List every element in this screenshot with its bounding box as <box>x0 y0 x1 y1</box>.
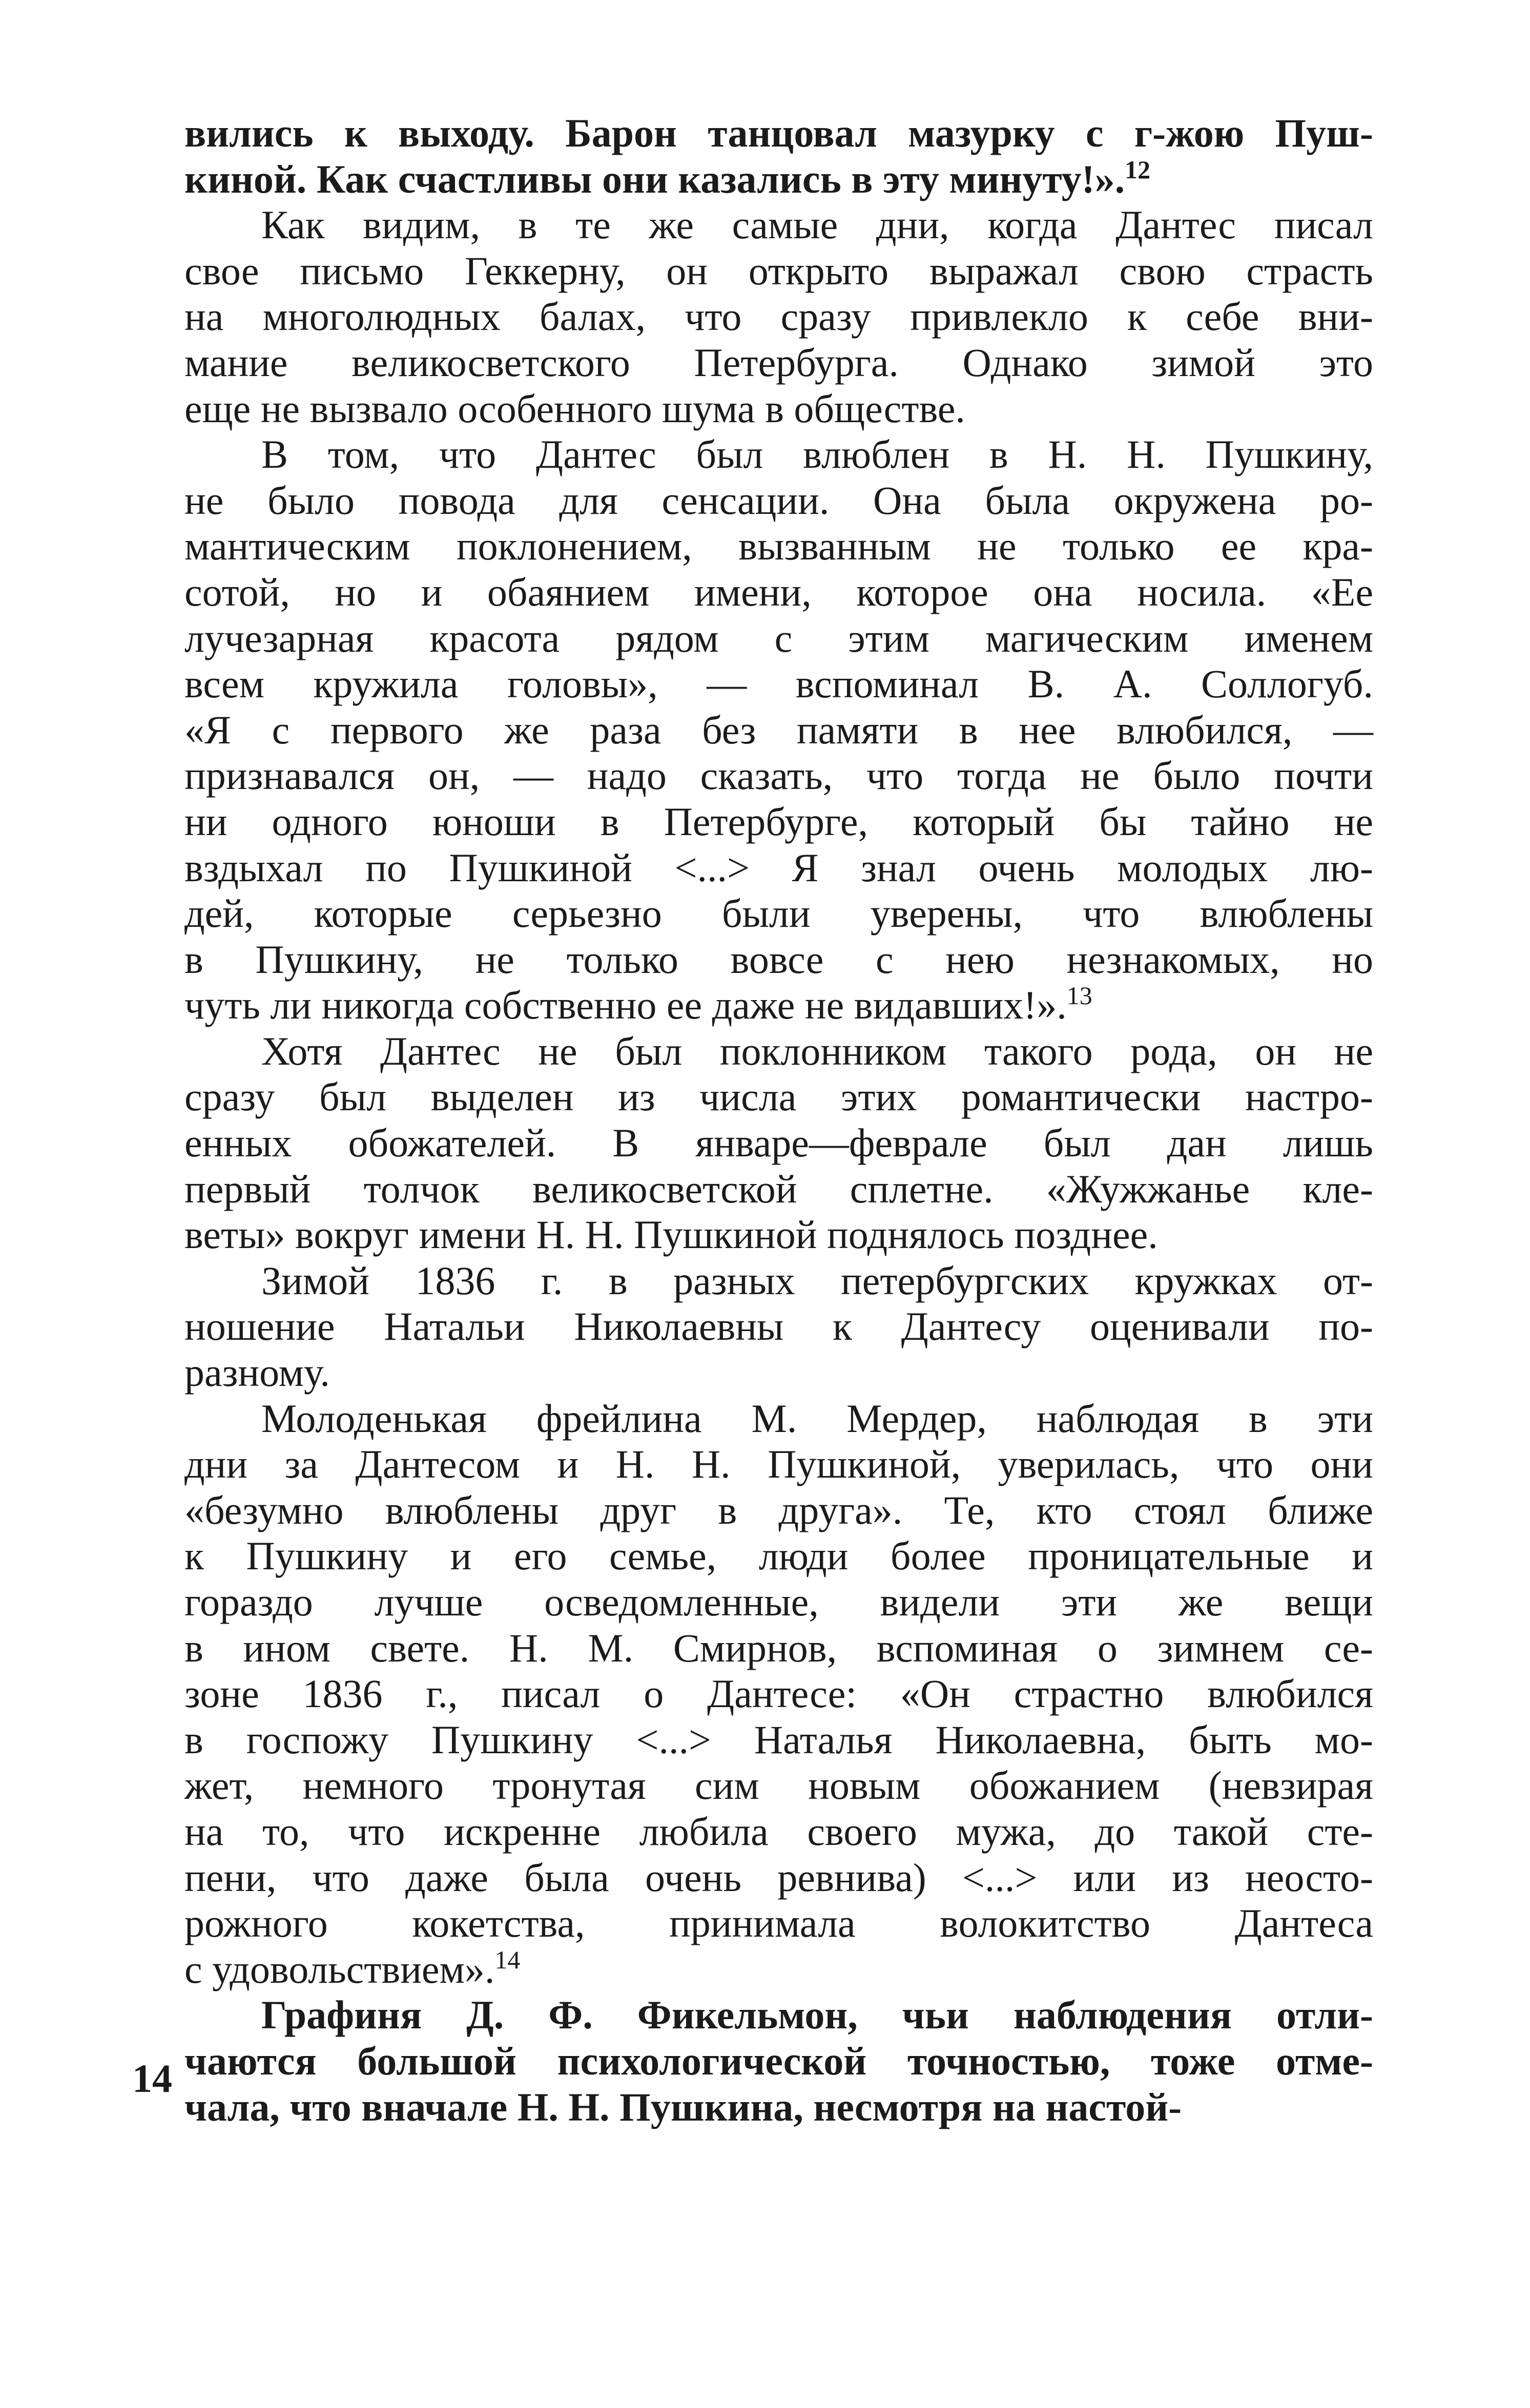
text-line: свое письмо Геккерну, он открыто выражал свою страсть <box>184 248 1373 293</box>
text-line: не было повода для сенсации. Она была окружена ро- <box>184 478 1373 523</box>
text-line: разному. <box>184 1350 330 1395</box>
text-line: с удовольствием».$^{14}$ <box>184 1945 521 1991</box>
text-line: еще не вызвало особенного шума в обществе. <box>184 386 965 431</box>
text-line: в ином свете. Н. М. Смирнов, вспоминая о зимнем се- <box>184 1625 1373 1670</box>
text-line: дни за Дантесом и Н. Н. Пушкиной, уверилась, что они <box>184 1442 1373 1487</box>
text-line: лучезарная красота рядом с этим магическим именем <box>184 615 1373 660</box>
paragraph <box>184 1992 1373 2130</box>
text-line: сразу был выделен из числа этих романтически настро- <box>184 1074 1373 1119</box>
text-line: гораздо лучше осведомленные, видели эти же вещи <box>184 1580 1373 1624</box>
text-line: Зимой 1836 г. в разных петербургских кружках от- <box>261 1258 1373 1303</box>
text-line: Молоденькая фрейлина М. Мердер, наблюдая в эти <box>261 1396 1373 1441</box>
text-line: ни одного юноши в Петербурге, который бы тайно не <box>184 799 1373 844</box>
paragraph <box>184 1028 1373 1258</box>
text-line: зоне 1836 г., писал о Дантесе: «Он страстно влюбился <box>184 1671 1373 1716</box>
text-line: киной. Как счастливы они казались в эту минуту!».$^{12}$ <box>184 155 1151 201</box>
paragraph <box>184 431 1373 1028</box>
footnote-marker: 12 <box>1125 155 1151 184</box>
text-line: к Пушкину и его семье, люди более проницательные и <box>184 1533 1373 1579</box>
text-line: на многолюдных балах, что сразу привлекло к себе вни- <box>184 294 1373 339</box>
text-line: признавался он, — надо сказать, что тогда не было почти <box>184 753 1373 798</box>
paragraph <box>184 110 1373 202</box>
text-line: мание великосветского Петербурга. Однако зимой это <box>184 340 1373 385</box>
text-line: «безумно влюблены друг в друга». Те, кто стоял ближе <box>184 1487 1373 1532</box>
text-line: Как видим, в те же самые дни, когда Дантес писал <box>261 202 1373 247</box>
text-line: жет, немного тронутая сим новым обожанием (невзирая <box>184 1763 1373 1808</box>
text-line: вздыхал по Пушкиной <...> Я знал очень молодых лю- <box>184 845 1373 890</box>
text-line: мантическим поклонением, вызванным не только ее кра- <box>184 524 1373 569</box>
text-line: чуть ли никогда собственно ее даже не видавших!».$^{13}$ <box>184 981 1092 1028</box>
text-line: енных обожателей. В январе—феврале был дан лишь <box>184 1120 1373 1166</box>
text-line: в Пушкину, не только вовсе с нею незнакомых, но <box>184 937 1373 982</box>
text-line: чаются большой психологической точностью, тоже отме- <box>184 2038 1373 2083</box>
text-line: сотой, но и обаянием имени, которое она носила. «Ее <box>184 569 1373 614</box>
text-line: пени, что даже была очень ревнива) <...> или из неосто- <box>184 1855 1373 1900</box>
text-line: Графиня Д. Ф. Фикельмон, чьи наблюдения отли- <box>261 1992 1373 2038</box>
body-text <box>184 110 1373 2130</box>
text-line: дей, которые серьезно были уверены, что влюблены <box>184 891 1373 936</box>
text-line: в госпожу Пушкину <...> Наталья Николаевна, быть мо- <box>184 1717 1373 1762</box>
text-line: всем кружила головы», — вспоминал В. А. Соллогуб. <box>184 661 1373 707</box>
text-line: на то, что искренне любила своего мужа, до такой сте- <box>184 1809 1373 1854</box>
text-line: чала, что вначале Н. Н. Пушкина, несмотря на настой- <box>184 2084 1182 2129</box>
text-line: Хотя Дантес не был поклонником такого рода, он не <box>261 1028 1373 1073</box>
text-line: веты» вокруг имени Н. Н. Пушкиной поднялось позднее. <box>184 1212 1158 1257</box>
paragraph <box>184 1258 1373 1396</box>
text-line: «Я с первого же раза без памяти в нее влюбился, — <box>184 707 1373 752</box>
text-line: рожного кокетства, принимала волокитство Дантеса <box>184 1901 1373 1946</box>
paragraph <box>184 202 1373 431</box>
text-line: вились к выходу. Барон танцовал мазурку с г-жою Пуш- <box>184 111 1373 155</box>
page-number: 14 <box>132 2056 172 2101</box>
footnote-marker: 13 <box>1066 981 1092 1010</box>
footnote-marker: 14 <box>494 1945 521 1974</box>
paragraph <box>184 1396 1373 1992</box>
text-line: ношение Натальи Николаевны к Дантесу оценивали по- <box>184 1304 1373 1349</box>
text-line: В том, что Дантес был влюблен в Н. Н. Пушкину, <box>261 432 1373 477</box>
text-line: первый толчок великосветской сплетне. «Жужжанье кле- <box>184 1166 1373 1211</box>
